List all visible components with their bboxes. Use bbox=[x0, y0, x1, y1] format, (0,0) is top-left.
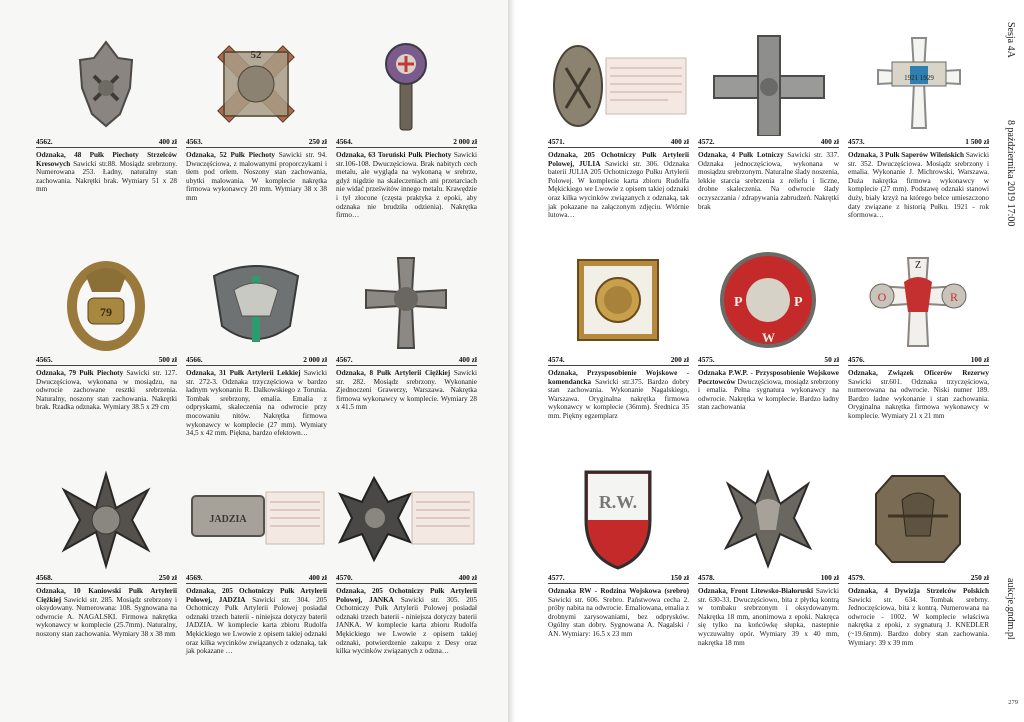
svg-text:JADZIA: JADZIA bbox=[209, 514, 247, 525]
lot-description bbox=[698, 587, 839, 647]
lot-text: Dwuczęściowa, mosiądz srebrzony i emalia. Pełna sygnatura wykonawcy na odwrocie. Nakrętka w komplecie. Bardzo ładny stan zachowania bbox=[698, 377, 839, 412]
lot-description bbox=[698, 151, 839, 211]
lot-price: 400 zł bbox=[458, 355, 477, 364]
badge-eagle-shield-31pal-icon[interactable] bbox=[186, 246, 327, 354]
lot-text: Sawicki str. 304. 205 Ochotniczy Pułk Artylerii Polowej posiadał odznaki trzech baterii - niniejsza dotyczy baterii JADZIA. W komplecie karta zbioru Rudolfa Mękickiego we Lwowie z opisem takiej odznaki oraz kilka wycinków związanych z odznaką, tak jak pokazane … bbox=[186, 595, 327, 656]
lot-item[interactable] bbox=[336, 28, 477, 220]
lot-title: Odznaka, 4 Pułk Lotniczy bbox=[698, 151, 784, 159]
lot-item[interactable] bbox=[336, 464, 477, 656]
lot-number: 4577. bbox=[548, 573, 565, 582]
lot-header bbox=[848, 572, 989, 584]
svg-text:1921 1929: 1921 1929 bbox=[904, 74, 934, 82]
lot-header bbox=[548, 136, 689, 148]
lot-price: 100 zł bbox=[820, 573, 839, 582]
sidebar bbox=[998, 0, 1024, 722]
lot-number: 4572. bbox=[698, 137, 715, 146]
lot-title: Odznaka, 52 Pułk Piechoty bbox=[186, 151, 275, 159]
lot-text: Sawicki str. 352. Dwuczęściowa. Mosiądz srebrzony i emalia. Wykonanie J. Michrowski, Warszawa. Duża nakrętka firmowa wykonawcy w komplecie (27 mm). Podstawę odznaki stanowi duży, biały krzyż na którego belce umieszczono daty związane z historią Pułku. 1921 - rok sformowa… bbox=[848, 151, 990, 220]
lot-description bbox=[36, 587, 177, 639]
lot-price: 2 000 zł bbox=[303, 355, 327, 364]
lot-header bbox=[336, 354, 477, 366]
lot-text: Sawicki str.106-108. Dwuczęściowa. Brak nabitych cech metalu, ale wygląda na wykonaną w srebrze, gdyż nigdzie na skaleczeniach ani przetarciach nie widać prześwitów innego metalu. Krawędzie i tył złocone (częsta praktyka z epoki, aby odznaka nie brudziła odzienia). Nakrętka firmo… bbox=[336, 151, 478, 220]
lot-header bbox=[336, 572, 477, 584]
lot-price: 250 zł bbox=[158, 573, 177, 582]
lot-number: 4578. bbox=[698, 573, 715, 582]
svg-text:Z: Z bbox=[914, 260, 922, 271]
lot-number: 4574. bbox=[548, 355, 565, 364]
session-label: Sesja 4A bbox=[1005, 22, 1016, 58]
lot-description bbox=[336, 151, 477, 220]
lot-title: Odznaka, 31 Pułk Artylerii Lekkiej bbox=[186, 369, 301, 377]
lot-price: 500 zł bbox=[158, 355, 177, 364]
lot-header bbox=[36, 136, 177, 148]
lot-text: Sawicki str.375. Bardzo dobry stan zachowania. Wykonanie Nagalskiego, Warszawa. Oryginalna nakrętka firmowa wykonawcy w komplecie (36mm). Średnica 35 mm. Piękny egzemplarz bbox=[548, 377, 689, 420]
lot-number: 4567. bbox=[336, 355, 353, 364]
lot-number: 4565. bbox=[36, 355, 53, 364]
lot-price: 1 500 zł bbox=[965, 137, 989, 146]
badge-eagle-wreath-79-icon[interactable] bbox=[36, 246, 177, 354]
lot-title: Odznaka, 63 Toruński Pułk Piechoty bbox=[336, 151, 452, 159]
lot-text: Sawicki str. 282. Mosiądz srebrzony. Wykonanie Zjednoczeni Grawerzy, Warszawa. Nakrętka firmowa wykonawcy w komplecie. Wymiary 28 x 41.5 mm bbox=[336, 369, 477, 412]
lot-description bbox=[848, 369, 989, 421]
lot-number: 4563. bbox=[186, 137, 203, 146]
lot-number: 4566. bbox=[186, 355, 203, 364]
lot-description bbox=[186, 369, 327, 438]
lot-title: Odznaka, 205 Ochotniczy Pułk Artylerii Polowej, JULIA bbox=[548, 151, 689, 168]
lot-item[interactable] bbox=[36, 28, 177, 194]
lot-item[interactable] bbox=[186, 246, 327, 438]
badge-cross-4dsp-icon[interactable] bbox=[848, 464, 989, 572]
lot-price: 400 zł bbox=[670, 137, 689, 146]
lot-header bbox=[548, 354, 689, 366]
badge-plate-jadzia-icon[interactable] bbox=[186, 464, 327, 572]
badge-shield-48pp-icon[interactable] bbox=[36, 28, 177, 136]
badge-oval-julia-icon[interactable] bbox=[548, 28, 689, 136]
lot-header bbox=[186, 572, 327, 584]
lot-title: Odznaka, Przysposobienie Wojskowe - komendancka bbox=[548, 369, 689, 386]
lot-number: 4568. bbox=[36, 573, 53, 582]
svg-text:W: W bbox=[762, 330, 775, 345]
badge-red-disc-pwp-icon[interactable] bbox=[698, 246, 839, 354]
lot-description bbox=[848, 151, 989, 220]
lot-item[interactable] bbox=[848, 28, 989, 220]
lot-description bbox=[336, 587, 477, 656]
lot-title: Odznaka, 205 Ochotniczy Pułk Artylerii Polowej, JADZIA bbox=[186, 587, 327, 604]
lot-text: Sawicki str. 305. 205 Ochotniczy Pułk Artylerii Polowej posiadał odznaki trzech baterii - niniejsza dotyczy baterii JANKA. W komplecie karta zbioru Rudolfa Mękickiego we Lwowie z opisem takiej odznaki, potwierdzenie zakupu z Desy oraz kilka wycinków związanych z odzna… bbox=[336, 595, 477, 656]
lot-text: Sawicki str. 285. Mosiądz srebrzony i oksydowany. Numerowana: 108. Sygnowana na odwrocie A. NAGALSKI. Firmowa nakrętka wykonawcy w komplecie (25.7mm). Naturalny, noszony stan zachowania. Wymiary 38 x 38 mm bbox=[36, 595, 177, 638]
lot-description bbox=[336, 369, 477, 412]
lot-item[interactable] bbox=[848, 464, 989, 647]
lot-description bbox=[548, 151, 689, 220]
lot-price: 400 zł bbox=[308, 573, 327, 582]
lot-title: Odznaka, 4 Dywizja Strzelców Polskich bbox=[848, 587, 989, 595]
lot-price: 400 zł bbox=[458, 573, 477, 582]
lot-description bbox=[698, 369, 839, 412]
badge-white-cross-sapper-icon[interactable] bbox=[848, 28, 989, 136]
lot-price: 100 zł bbox=[970, 355, 989, 364]
lot-number: 4573. bbox=[848, 137, 865, 146]
lot-number: 4571. bbox=[548, 137, 565, 146]
lot-title: Odznaka, 8 Pułk Artylerii Ciężkiej bbox=[336, 369, 451, 377]
lot-text: Sawicki str. 630-33. Dwuczęściowo, bita z płytką kontrą w tombaku srebrzonym i oksydowanym. Nakrętka 18 mm, anonimowa z epoki. Nakręca się tylko na końcówkę słupka, nastepnie wyczuwalny opór. Wymiary 39 x 40 mm, nakrętka 18 mm bbox=[698, 587, 839, 647]
lot-title: Odznaka RW - Rodzina Wojskowa (srebro) bbox=[548, 587, 689, 595]
lot-number: 4576. bbox=[848, 355, 865, 364]
lot-item[interactable] bbox=[548, 28, 689, 220]
lot-text: Sawicki str. 634. Tombak srebrny. Jednoczęściowa, bita z kontrą. Numerowana na odwrocie - 1002. W komplecie właściwa nakrętka z epoki, z sygnaturą J. KNEDLER (~19.6mm). Bardzo dobry stan zachowania. Wymiary: 39 x 39 mm bbox=[848, 595, 989, 647]
lot-number: 4579. bbox=[848, 573, 865, 582]
lot-title: Odznaka, 205 Ochotniczy Pułk Artylerii Polowej, JANKA bbox=[336, 587, 477, 604]
lot-header bbox=[698, 354, 839, 366]
svg-text:R: R bbox=[949, 290, 959, 304]
lot-header bbox=[36, 354, 177, 366]
lot-text: Sawicki str. 337. Odznaka jednoczęściowa, wykonana w mosiądzu srebrzonym. Naturalne ślady noszenia, lekkie starcia srebrzenia z reliefu i liczne, drobne skaleczenia. Na odwrocie ślady oczyszczania / zdrapywania zabrudzeń. Nakrętki brak bbox=[698, 151, 839, 211]
session-date: 8 października 2019 17:00 bbox=[1005, 120, 1016, 227]
lot-item[interactable] bbox=[186, 28, 327, 203]
badge-shield-rw-icon[interactable] bbox=[548, 464, 689, 572]
badge-sword-63pp-icon[interactable] bbox=[336, 28, 477, 136]
lot-title: Odznaka P.W.P. - Przysposobienie Wojskowe Pocztowców bbox=[698, 369, 839, 386]
badge-pw-komendancka-icon[interactable] bbox=[548, 246, 689, 354]
lot-price: 250 zł bbox=[970, 573, 989, 582]
lot-item[interactable] bbox=[36, 464, 177, 639]
badge-zor-cross-icon[interactable] bbox=[848, 246, 989, 354]
page-gutter bbox=[508, 0, 516, 722]
lot-title: Odznaka, 79 Pułk Piechoty bbox=[36, 369, 124, 377]
lot-description bbox=[186, 587, 327, 656]
lot-title: Odznaka, Związek Oficerów Rezerwy bbox=[848, 369, 989, 377]
lot-item[interactable] bbox=[698, 246, 839, 412]
svg-text:R.W.: R.W. bbox=[598, 492, 638, 512]
lot-number: 4564. bbox=[336, 137, 353, 146]
page-number: 279 bbox=[1008, 699, 1018, 706]
svg-text:P: P bbox=[734, 295, 743, 310]
lot-item[interactable] bbox=[698, 464, 839, 647]
badge-cross-flb-icon[interactable] bbox=[698, 464, 839, 572]
lot-item[interactable] bbox=[698, 28, 839, 211]
svg-text:79: 79 bbox=[100, 305, 112, 319]
lot-text: Sawicki str. 94. Dwuczęściowa, z malowanymi proporczykami i tłem pod orłem. Noszony stan zachowania, ubytki malowania. W komplecie nakrętka firmowa wykonawcy 20 mm. Wymiary 38 x 38 mm bbox=[186, 151, 327, 202]
lot-item[interactable] bbox=[548, 246, 689, 421]
lot-item[interactable] bbox=[36, 246, 177, 412]
lot-item[interactable] bbox=[186, 464, 327, 656]
lot-title: Odznaka, Front Litewsko-Białoruski bbox=[698, 587, 814, 595]
lot-header bbox=[848, 354, 989, 366]
lot-title: Odznaka, 10 Kaniowski Pułk Artylerii Ciężkiej bbox=[36, 587, 177, 604]
lot-title: Odznaka, 48 Pułk Piechoty Strzelców Kresowych bbox=[36, 151, 177, 168]
lot-price: 2 000 zł bbox=[453, 137, 477, 146]
lot-description bbox=[186, 151, 327, 203]
lot-number: 4569. bbox=[186, 573, 203, 582]
lot-text: Sawicki str. 306. Odznaka baterii JULIA 205 Ochotniczego Pułku Artylerii Polowej. W komplecie karta zbioru Rudolfa Mękickiego we Lwowie z opisem takiej odznaki oraz kilka wycinków związanych z odznaką, tak jak pokazane na załączonym zdjęciu. Wtórnie lutowa… bbox=[548, 159, 689, 220]
badge-cross-8pac-icon[interactable] bbox=[336, 246, 477, 354]
lot-text: Sawicki str. 272-3. Odznaka trzyczęściowa w bardzo ładnym wykonaniu R. Dalkowskiego z Torunia. Tombak srebrzony, emalia. Emalia z odpryskami, skaleczenia na odwrocie przy mocowaniu nitów. Nakrętka firmowa wykonawcy w komplecie (27 mm). Wymiary 34,5 x 42 mm. Piękna, bardzo efektown… bbox=[186, 369, 327, 438]
lot-text: Sawicki str. 606. Srebro. Państwowa cecha 2. próby nabita na odwrocie. Emaliowana, emalia z drobnymi zarysowaniami, bez odprysków. Ogólny stan dobry. Sygnowana A. Nagalski / AN. Wymiary: 16.5 x 23 mm bbox=[548, 595, 689, 638]
lot-item[interactable] bbox=[548, 464, 689, 639]
badge-propeller-cross-icon[interactable] bbox=[698, 28, 839, 136]
lot-text: Sawicki str. 127. Dwuczęściowa, wykonana w mosiądzu, na odwrocie zachowane resztki srebrzenia. Naturalny, noszony stan zachowania. Nakrętki brak. Rzadka odznaka. Wymiary 38.5 x 29 cm bbox=[36, 369, 177, 412]
lot-number: 4575. bbox=[698, 355, 715, 364]
lot-item[interactable] bbox=[336, 246, 477, 412]
lot-text: Sawicki str.88. Mosiądz srebrzony. Numerowana 253. Ładny, naturalny stan zachowania. Nakrętki brak. Wymiary 51 x 28 mm bbox=[36, 159, 177, 194]
site-link[interactable]: aukcje.gndm.pl bbox=[1005, 578, 1016, 640]
lot-price: 400 zł bbox=[158, 137, 177, 146]
lot-header bbox=[848, 136, 989, 148]
svg-text:O: O bbox=[877, 290, 887, 304]
badge-cross-10pac-icon[interactable] bbox=[36, 464, 177, 572]
svg-text:52: 52 bbox=[250, 49, 262, 61]
lot-price: 400 zł bbox=[820, 137, 839, 146]
lot-title: Odznaka, 3 Pułk Saperów Wileńskich bbox=[848, 151, 964, 159]
lot-header bbox=[698, 572, 839, 584]
lot-header bbox=[36, 572, 177, 584]
lot-description bbox=[548, 587, 689, 639]
svg-text:P: P bbox=[794, 295, 803, 310]
lot-description bbox=[548, 369, 689, 421]
lot-header bbox=[186, 136, 327, 148]
lot-header bbox=[186, 354, 327, 366]
lot-header bbox=[336, 136, 477, 148]
lot-price: 200 zł bbox=[670, 355, 689, 364]
lot-price: 150 zł bbox=[670, 573, 689, 582]
badge-cross-janka-icon[interactable] bbox=[336, 464, 477, 572]
lot-header bbox=[698, 136, 839, 148]
lot-number: 4570. bbox=[336, 573, 353, 582]
lot-header bbox=[548, 572, 689, 584]
badge-cross-52pp-icon[interactable] bbox=[186, 28, 327, 136]
lot-description bbox=[36, 151, 177, 194]
lot-description bbox=[36, 369, 177, 412]
lot-price: 250 zł bbox=[308, 137, 327, 146]
lot-item[interactable] bbox=[848, 246, 989, 421]
lot-description bbox=[848, 587, 989, 647]
lot-price: 50 zł bbox=[824, 355, 839, 364]
lot-text: Sawicki str.601. Odznaka trzyczęściowa, numerowana na odwrocie. Niski numer 189. Bardzo ładne wykonanie i stan zachowania. Oryginalna nakrętka firmowa wykonawcy w komplecie. Wymiary 21 x 21 mm bbox=[848, 377, 989, 420]
lot-number: 4562. bbox=[36, 137, 53, 146]
